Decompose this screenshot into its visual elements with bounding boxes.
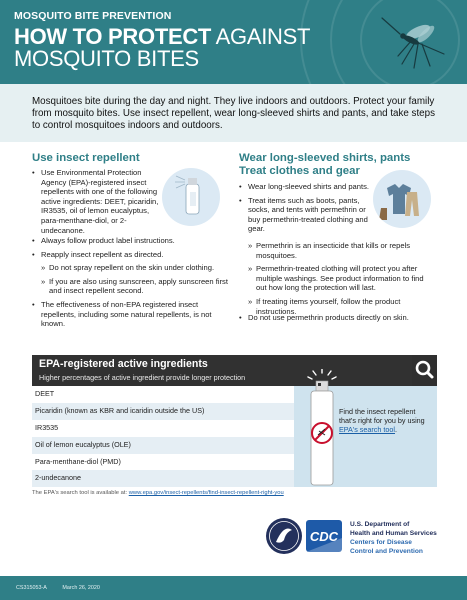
table-row: DEET (35, 389, 55, 398)
sub-list (41, 263, 228, 296)
page-title (14, 26, 310, 70)
document-code: CS315053-A (16, 585, 47, 591)
list-item: • Do not use permethrin products directly on skin. (239, 313, 439, 323)
mosquito-icon (378, 14, 450, 70)
sub-list-item: » If treating items yourself, follow the product instructions. (248, 297, 424, 316)
clothing-illustration (373, 170, 431, 228)
search-tool-text (339, 407, 433, 434)
hhs-name-line-2: Health and Human Services (350, 529, 437, 537)
footer-text (16, 585, 114, 591)
table-row: Para-menthane-diol (PMD) (35, 456, 121, 466)
list-item: • Wear long-sleeved shirts and pants. (239, 182, 374, 192)
hhs-name (350, 521, 437, 538)
sub-list-item: » Permethrin is an insecticide that kills or repels mosquitoes. (248, 241, 424, 260)
search-badge (412, 355, 437, 386)
epa-url-link[interactable]: www.epa.gov/insect-repellents/find-insect-repellent-right-you (128, 490, 284, 496)
clothing-sub-list (248, 241, 424, 320)
ingredients-table (32, 355, 437, 487)
clothing-list (239, 182, 374, 238)
table-title: EPA-registered active ingredients (39, 358, 208, 370)
cdc-logo-text: CDC (309, 529, 339, 544)
document-date: March 26, 2020 (62, 585, 100, 591)
sub-list-item: » Permethrin-treated clothing will protect you after multiple washings. See product information to find out how long the protection will last. (248, 264, 424, 293)
sub-list-item: » If you are also using sunscreen, apply sunscreen first and insect repellent second. (41, 277, 228, 296)
list-item: • Treat items such as boots, pants, socks, and tents with permethrin or buy permethrin-treated clothing and gear. (239, 196, 374, 234)
title-light-1: AGAINST (215, 24, 311, 49)
repellent-can-icon (303, 369, 341, 487)
repellent-list-continued (32, 236, 228, 333)
search-tool-lead: Find the insect repellent that's right for you by using (339, 407, 425, 425)
sub-list-item: » Do not spray repellent on the skin under clothing. (41, 263, 228, 273)
hhs-name-line-1: U.S. Department of (350, 521, 410, 528)
repellent-illustration (162, 168, 220, 226)
footnote (32, 490, 284, 496)
table-row: Oil of lemon eucalyptus (OLE) (32, 437, 437, 454)
search-tool-period: . (394, 425, 397, 434)
clothing-heading-line-2: Treat clothes and gear (239, 165, 360, 177)
repellent-heading: Use insect repellent (32, 152, 140, 164)
cdc-name-line-1: Centers for Disease (350, 539, 412, 546)
clothing-list-final (239, 313, 439, 327)
cdc-name (350, 539, 423, 556)
table-row: IR3535 (35, 422, 59, 432)
list-item: • Always follow product label instructions. (32, 236, 228, 246)
agency-logos (264, 516, 344, 556)
table-header (32, 355, 437, 386)
search-icon (412, 355, 437, 386)
cdc-name-line-2: Control and Prevention (350, 547, 423, 555)
footnote-text: The EPA's search tool is available at: (32, 490, 128, 496)
title-bold: HOW TO PROTECT (14, 24, 212, 49)
table-row: Picaridin (known as KBR and icaridin outside the US) (32, 403, 437, 420)
header-banner (0, 0, 467, 84)
table-row: 2-undecanone (32, 470, 437, 487)
clothing-icon (373, 170, 431, 228)
epa-search-tool-link[interactable]: EPA's search tool (339, 425, 395, 434)
list-item (32, 250, 228, 296)
clothing-heading-line-1: Wear long-sleeved shirts, pants (239, 152, 411, 164)
footer-bar (0, 576, 467, 600)
list-item-text: Reapply insect repellent as directed. (41, 249, 164, 259)
spray-bottle-icon (162, 168, 220, 226)
header-kicker: MOSQUITO BITE PREVENTION (14, 10, 172, 22)
list-item: • Use Environmental Protection Agency (EPA)-registered insect repellents with one of the following active ingredients: DEET, picaridin, IR3535, oil of lemon eucalyptus, para-menthane-diol, or 2-undecanone. (32, 168, 160, 235)
repellent-list (32, 168, 160, 239)
intro-text: Mosquitoes bite during the day and night. They live indoors and outdoors. Protect your family from mosquito bites. Use insect repellent, wear long-sleeved shirts and pants, and take steps to control mosquitoes indoors and outdoors. (32, 96, 435, 132)
list-item: • The effectiveness of non-EPA registered insect repellents, including some natural repellents, is not known. (32, 300, 228, 329)
table-subtitle: Higher percentages of active ingredient provide longer protection (39, 373, 246, 382)
title-light-2: MOSQUITO BITES (14, 46, 199, 71)
